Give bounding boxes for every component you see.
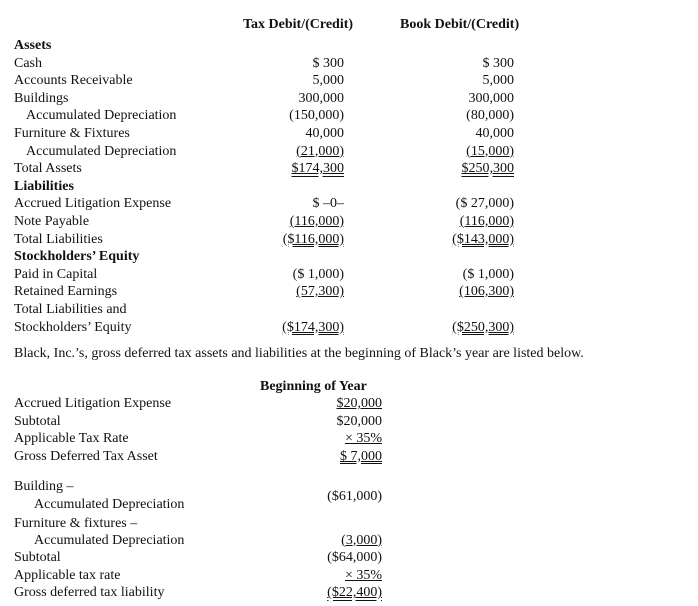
row-label: Total Liabilities and [14, 301, 127, 317]
row-label: Note Payable [14, 213, 90, 229]
row-label: Accrued Litigation Expense [14, 396, 172, 411]
book-value: $250,300 [461, 161, 514, 177]
beginning-of-year-value: ($64,000) [327, 550, 382, 566]
beginning-of-year-value: ($22,400) [327, 585, 382, 601]
row-label: Paid in Capital [14, 266, 98, 282]
table-row [14, 231, 698, 249]
row-label: Subtotal [14, 550, 61, 566]
beginning-of-year-value: $20,000 [336, 413, 382, 429]
book-value: 40,000 [475, 125, 514, 141]
row-label: Liabilities [14, 178, 74, 194]
row-label: Accumulated Depreciation [26, 143, 177, 159]
row-label: Building – [14, 479, 74, 494]
row-label: Subtotal [14, 413, 61, 429]
balance-sheet-table [14, 37, 698, 336]
row-label: Stockholders’ Equity [14, 319, 132, 335]
table-row [14, 515, 698, 532]
row-label: Accrued Litigation Expense [14, 196, 172, 212]
tax-value: 40,000 [305, 125, 344, 141]
book-value: (106,300) [459, 284, 514, 300]
book-value: 300,000 [468, 90, 514, 106]
beginning-of-year-value: × 35% [344, 567, 382, 583]
table-row [14, 319, 698, 337]
book-value: 5,000 [482, 73, 514, 89]
beginning-of-year-value: ($61,000) [327, 488, 382, 504]
tax-value: (57,300) [296, 284, 344, 300]
beginning-of-year-value: × 35% [344, 431, 382, 447]
table-row [14, 413, 698, 431]
tax-value: ($ 1,000) [292, 266, 344, 282]
tax-value: (150,000) [289, 108, 344, 124]
row-label: Accumulated Depreciation [34, 496, 185, 512]
row-label: Gross deferred tax liability [14, 585, 165, 601]
beginning-of-year-value: (3,000) [341, 532, 382, 548]
book-value: (80,000) [466, 108, 514, 124]
tax-value: ($174,300) [282, 319, 344, 335]
table-row [14, 488, 698, 515]
tax-value: $174,300 [291, 161, 344, 177]
book-value: (116,000) [459, 213, 514, 229]
intro-paragraph: Black, Inc.’s, gross deferred tax assets and liabilities at the beginning of Black’s year are listed below. [14, 346, 584, 361]
book-value: ($ 1,000) [462, 266, 514, 282]
row-label: Retained Earnings [14, 284, 118, 300]
row-label: Accumulated Depreciation [26, 108, 177, 124]
table-row [14, 395, 698, 413]
table-row [14, 55, 698, 73]
table-row [14, 107, 698, 125]
row-label: Cash [14, 55, 42, 71]
table-row [14, 248, 698, 266]
row-label: Stockholders’ Equity [14, 249, 140, 265]
table-row [14, 532, 698, 550]
row-label: Accounts Receivable [14, 73, 133, 89]
row-label: Assets [14, 38, 52, 53]
table-row [14, 125, 698, 143]
table-row [14, 549, 698, 567]
table-row [14, 90, 698, 108]
tax-value: 300,000 [298, 90, 344, 106]
tax-value: (116,000) [289, 213, 344, 229]
book-column-header: Book Debit/(Credit) [400, 17, 520, 32]
row-label: Total Liabilities [14, 231, 103, 247]
row-label: Applicable Tax Rate [14, 431, 129, 447]
beginning-of-year-value: $20,000 [336, 396, 382, 411]
table-row [14, 301, 698, 319]
beginning-of-year-header: Beginning of Year [260, 379, 367, 394]
row-label: Gross Deferred Tax Asset [14, 448, 158, 464]
row-label: Buildings [14, 90, 69, 106]
row-label: Accumulated Depreciation [34, 532, 185, 548]
tax-value: (21,000) [296, 143, 344, 159]
table-row [14, 213, 698, 231]
table-row [14, 567, 698, 585]
table-row [14, 584, 698, 602]
table-row [14, 448, 698, 466]
tax-value: 5,000 [312, 73, 344, 89]
table-row [14, 72, 698, 90]
book-value: ($ 27,000) [455, 196, 514, 212]
tax-value: ($116,000) [282, 231, 344, 247]
deferred-tax-asset-table [14, 395, 698, 465]
beginning-of-year-value: $ 7,000 [340, 448, 382, 464]
tax-value: $ 300 [312, 55, 344, 71]
deferred-tax-liability-table [14, 478, 698, 602]
row-label: Applicable tax rate [14, 567, 121, 583]
table-row [14, 143, 698, 161]
row-label: Furniture & fixtures – [14, 515, 138, 531]
table-row [14, 266, 698, 284]
table-row [14, 283, 698, 301]
table-row [14, 37, 698, 55]
tax-column-header: Tax Debit/(Credit) [243, 17, 354, 32]
book-value: (15,000) [466, 143, 514, 159]
tax-value: $ –0– [312, 196, 344, 212]
row-label: Furniture & Fixtures [14, 125, 130, 141]
table-row [14, 430, 698, 448]
table-row [14, 195, 698, 213]
table-row [14, 178, 698, 196]
row-label: Total Assets [14, 161, 82, 177]
book-value: ($143,000) [452, 231, 514, 247]
book-value: $ 300 [482, 55, 514, 71]
table-row [14, 160, 698, 178]
book-value: ($250,300) [452, 319, 514, 335]
